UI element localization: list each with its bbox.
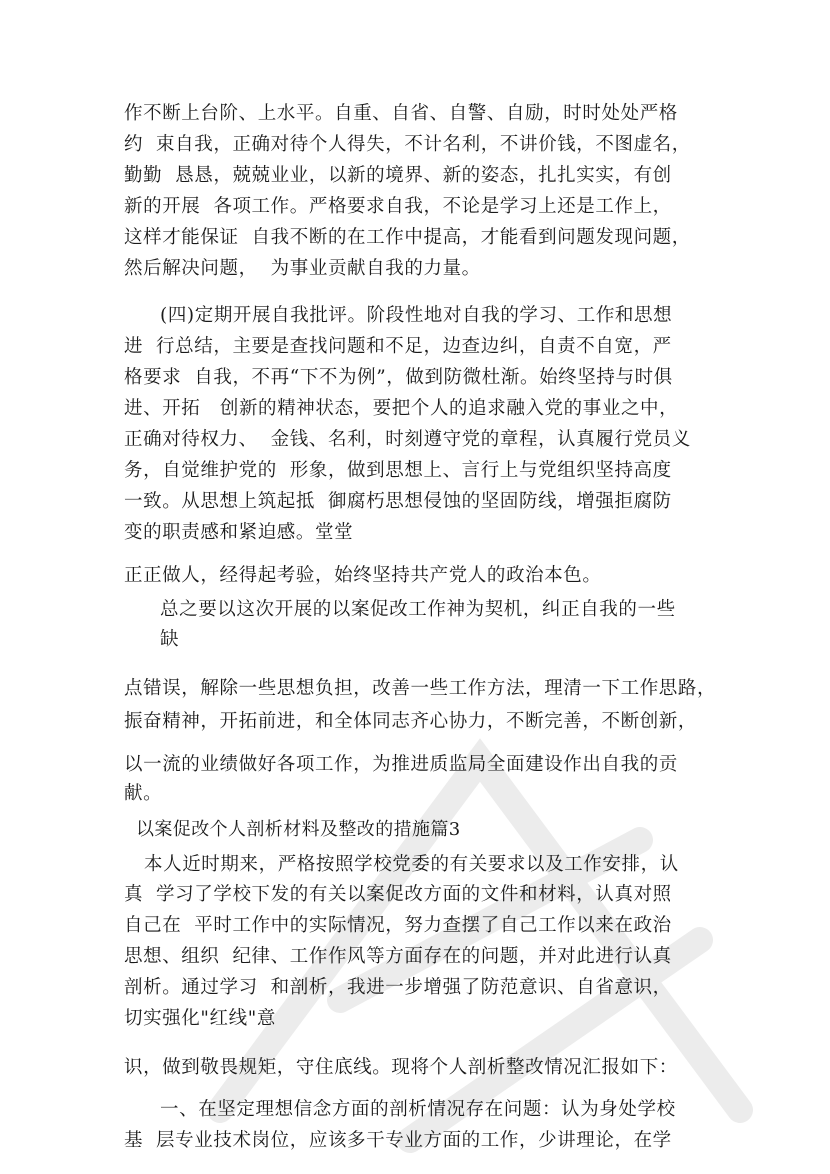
text-line-6: 然后解决问题， 为事业贡献自我的力量。 [124, 258, 481, 279]
text-line-15: 正正做人，经得起考验，始终坚持共产党人的政治本色。 [124, 565, 602, 586]
text-line-9: 格要求 自我，不再“下不为例”，做到防微杜渐。始终坚持与时俱 [124, 367, 673, 388]
text-line-19: 振奋精神，开拓前进，和全体同志齐心协力，不断完善，不断创新， [124, 711, 698, 732]
text-line-16: 总之要以这次开展的以案促改工作神为契机，纠正自我的一些 [160, 599, 676, 620]
text-line-1: 作不断上台阶、上水平。自重、自省、自警、自励，时时处处严格 [124, 103, 678, 124]
text-line-11: 正确对待权力、 金钱、名利，时刻遵守党的章程，认真履行党员义 [124, 429, 691, 450]
text-line-10: 进、开拓 创新的精神状态，要把个人的追求融入党的事业之中， [124, 398, 679, 419]
text-line-28: 切实强化"红线"意 [124, 1008, 276, 1029]
text-line-7: (四)定期开展自我批评。阶段性地对自我的学习、工作和思想 [160, 305, 673, 326]
text-line-24: 真 学习了学校下发的有关以案促改方面的文件和材料，认真对照 [124, 884, 672, 905]
text-line-27: 剖析。通过学习 和剖析，我进一步增强了防范意识、自省意识， [124, 977, 672, 998]
text-line-13: 一致。从思想上筑起抵 御腐朽思想侵蚀的坚固防线，增强拒腐防 [124, 491, 672, 512]
text-line-17: 缺 [160, 629, 180, 650]
text-line-29: 识，做到敬畏规矩，守住底线。现将个人剖析整改情况汇报如下： [124, 1057, 678, 1078]
text-line-26: 思想、组织 纪律、工作作风等方面存在的问题，并对此进行认真 [124, 946, 672, 967]
text-line-3: 勤勤 恳恳，兢兢业业，以新的境界、新的姿态，扎扎实实，有创 [124, 165, 672, 186]
text-line-20: 以一流的业绩做好各项工作，为推进质监局全面建设作出自我的贡 [124, 754, 678, 775]
text-line-12: 务，自觉维护党的 形象，做到思想上、言行上与党组织坚持高度 [124, 460, 672, 481]
text-line-21: 献。 [124, 783, 163, 804]
text-line-4: 新的开展 各项工作。严格要求自我，不论是学习上还是工作上， [124, 196, 672, 217]
section-title: 以案促改个人剖析材料及整改的措施篇3 [136, 819, 461, 840]
text-line-31: 基 层专业技术岗位，应该多干专业方面的工作，少讲理论，在学 [124, 1130, 672, 1151]
text-line-25: 自己在 平时工作中的实际情况，努力查摆了自己工作以来在政治 [124, 915, 672, 936]
text-line-8: 进 行总结，主要是查找问题和不足，边查边纠，自责不自宽，严 [124, 336, 672, 357]
text-line-5: 这样才能保证 自我不断的在工作中提高，才能看到问题发现问题， [124, 227, 691, 248]
text-line-14: 变的职责感和紧迫感。堂堂 [124, 522, 354, 543]
text-line-30: 一、在坚定理想信念方面的剖析情况存在问题：认为身处学校 [160, 1099, 676, 1120]
text-line-2: 约 束自我，正确对待个人得失，不计名利，不讲价钱，不图虚名， [124, 134, 691, 155]
text-line-18: 点错误，解除一些思想负担，改善一些工作方法，理清一下工作思路， [124, 678, 717, 699]
text-line-23: 本人近时期来，严格按照学校党委的有关要求以及工作安排，认 [144, 854, 679, 875]
